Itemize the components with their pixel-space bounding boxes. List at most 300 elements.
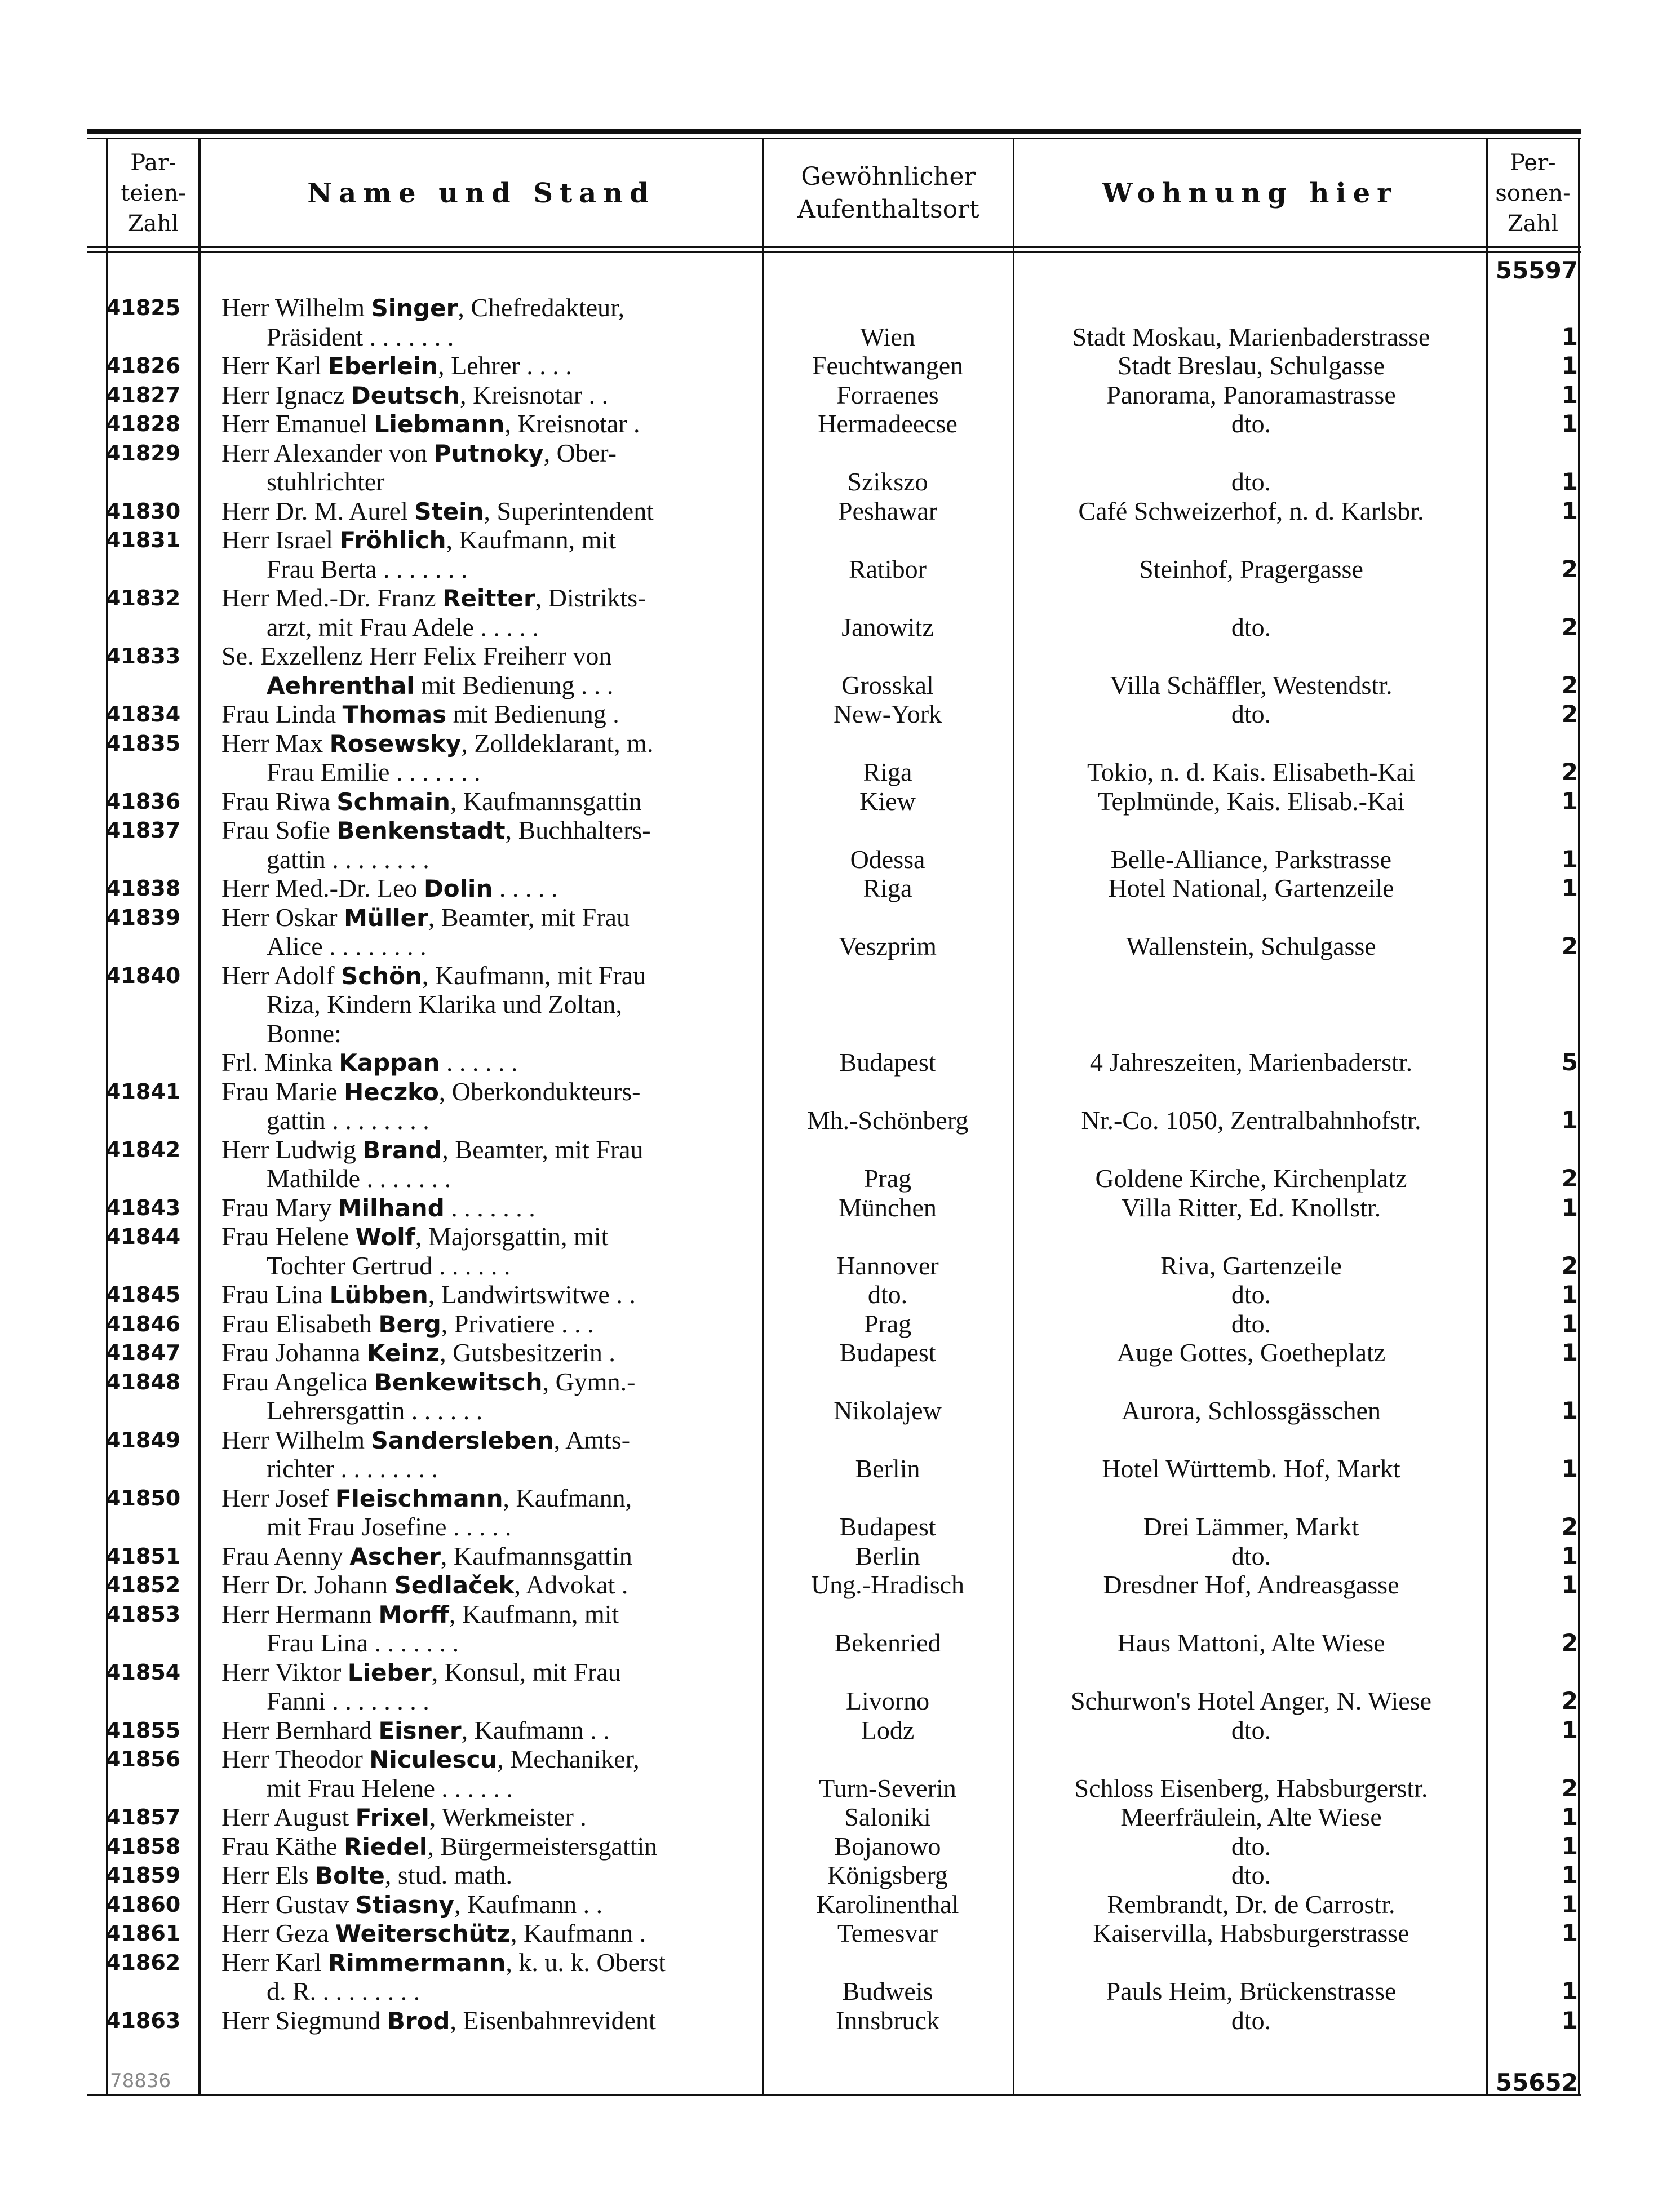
name-suffix: , Chefredakteur, — [458, 293, 625, 322]
name-prefix: Frau Marie — [221, 1077, 344, 1106]
surname: Fleischmann — [335, 1484, 503, 1512]
usual-residence: New-York — [833, 699, 942, 728]
usual-residence: Bekenried — [834, 1628, 941, 1657]
party-number: 41857 — [106, 1805, 181, 1830]
usual-residence: Ratibor — [849, 554, 927, 583]
usual-residence: Innsbruck — [836, 2005, 939, 2035]
lodging-address: dto. — [1231, 1715, 1271, 1744]
entry-line — [0, 787, 1680, 816]
surname: Benkewitsch — [374, 1368, 543, 1396]
usual-residence: Szikszo — [847, 467, 928, 496]
name-and-status — [221, 322, 757, 352]
usual-residence: Riga — [863, 874, 912, 902]
name-suffix: , Distrikts- — [535, 583, 646, 612]
usual-residence: Temesvar — [837, 1919, 938, 1947]
name-prefix: Frau Sofie — [221, 816, 337, 844]
name-and-status — [221, 1425, 757, 1455]
persons-count: 1 — [1561, 497, 1578, 525]
name-and-status — [221, 1890, 757, 1920]
surname: Wolf — [355, 1223, 415, 1251]
name-and-status — [221, 1454, 757, 1484]
entry-line — [0, 613, 1680, 642]
surname: Ascher — [349, 1542, 441, 1570]
name-and-status — [221, 1628, 757, 1658]
lodging-address: Aurora, Schlossgässchen — [1122, 1396, 1381, 1425]
name-suffix: , Kaufmann, mit — [449, 1599, 619, 1628]
name-and-status — [221, 1774, 757, 1804]
persons-count: 1 — [1561, 845, 1578, 873]
entry-line — [0, 1483, 1680, 1513]
name-and-status — [221, 1106, 757, 1136]
name-prefix: Präsident . . . . . . . — [267, 322, 454, 351]
name-and-status — [221, 1542, 757, 1571]
name-prefix: Frau Johanna — [221, 1338, 367, 1367]
party-number: 41827 — [106, 382, 181, 408]
name-prefix: d. R. . . . . . . . . — [267, 1977, 420, 2005]
name-suffix: , Majorsgattin, mit — [415, 1222, 609, 1251]
name-prefix: Herr Josef — [221, 1483, 335, 1512]
name-prefix: Herr Adolf — [221, 960, 342, 990]
persons-count: 2 — [1561, 1251, 1578, 1279]
entry-line — [0, 1890, 1680, 1919]
surname: Rosewsky — [329, 729, 462, 758]
persons-count: 1 — [1561, 1977, 1578, 2005]
name-and-status — [221, 1367, 757, 1397]
name-and-status — [221, 1019, 757, 1049]
name-and-status — [221, 2006, 757, 2036]
persons-count: 2 — [1561, 1774, 1578, 1802]
name-prefix: Herr Wilhelm — [221, 1425, 371, 1454]
entry-line — [0, 439, 1680, 468]
usual-residence: dto. — [867, 1280, 908, 1309]
name-prefix: Herr Wilhelm — [221, 293, 371, 322]
persons-count: 1 — [1561, 1397, 1578, 1424]
persons-count: 2 — [1561, 671, 1578, 699]
lodging-address: Schurwon's Hotel Anger, N. Wiese — [1071, 1686, 1431, 1715]
name-prefix: Bonne: — [267, 1018, 342, 1048]
name-prefix: Mathilde . . . . . . . — [267, 1164, 451, 1193]
name-and-status — [221, 467, 757, 497]
entry-line — [0, 641, 1680, 671]
name-suffix: , Buchhalters- — [505, 816, 651, 844]
surname: Sandersleben — [371, 1426, 554, 1454]
usual-residence: Wien — [860, 322, 915, 351]
name-suffix: , Mechaniker, — [497, 1744, 640, 1773]
party-number: 41825 — [106, 295, 181, 320]
name-suffix: , Kaufmann, mit Frau — [422, 960, 646, 990]
name-and-status — [221, 961, 757, 991]
party-number: 41843 — [106, 1195, 181, 1220]
surname: Frixel — [355, 1804, 429, 1831]
party-number: 41840 — [106, 963, 181, 988]
persons-count: 1 — [1561, 874, 1578, 902]
persons-count: 1 — [1561, 787, 1578, 815]
name-and-status — [221, 845, 757, 875]
name-and-status — [221, 1193, 757, 1223]
name-and-status — [221, 1483, 757, 1513]
name-prefix: Herr Dr. M. Aurel — [221, 496, 415, 525]
lodging-address: dto. — [1231, 1861, 1271, 1889]
entry-line — [0, 1425, 1680, 1455]
party-number: 41845 — [106, 1282, 181, 1307]
persons-count: 1 — [1561, 1716, 1578, 1744]
usual-residence: Prag — [863, 1309, 912, 1338]
name-suffix: , Ober- — [543, 438, 617, 467]
name-and-status — [221, 816, 757, 845]
entry-line — [0, 322, 1680, 352]
party-number: 41856 — [106, 1747, 181, 1772]
usual-residence: Nikolajew — [834, 1396, 942, 1425]
usual-residence: Feuchtwangen — [812, 351, 964, 380]
lodging-address: Schloss Eisenberg, Habsburgerstr. — [1074, 1773, 1428, 1803]
entry-line — [0, 1658, 1680, 1687]
name-and-status — [221, 409, 757, 439]
name-prefix: Herr Siegmund — [221, 2005, 387, 2035]
name-prefix: Herr Karl — [221, 1947, 329, 1977]
persons-count: 1 — [1561, 1571, 1578, 1598]
usual-residence: Berlin — [855, 1541, 920, 1570]
usual-residence: Forraenes — [836, 380, 939, 409]
usual-residence: Livorno — [845, 1686, 930, 1715]
name-and-status — [221, 583, 757, 613]
entry-line — [0, 583, 1680, 613]
lodging-address: Café Schweizerhof, n. d. Karlsbr. — [1078, 496, 1424, 525]
persons-count: 1 — [1561, 1309, 1578, 1338]
name-prefix: mit Frau Helene . . . . . . — [267, 1773, 513, 1803]
persons-count: 2 — [1561, 1513, 1578, 1540]
party-number: 41846 — [106, 1311, 181, 1336]
carry-out-total: 55652 — [1495, 2069, 1578, 2096]
surname: Fröhlich — [339, 526, 446, 554]
usual-residence: Königsberg — [827, 1861, 948, 1889]
persons-count: 1 — [1561, 1803, 1578, 1831]
entry-line — [0, 1280, 1680, 1309]
surname: Reitter — [442, 584, 535, 612]
name-prefix: Frau Mary — [221, 1193, 338, 1222]
name-prefix: Frau Angelica — [221, 1367, 374, 1396]
lodging-address: Villa Ritter, Ed. Knollstr. — [1121, 1193, 1381, 1222]
surname: Weiterschütz — [335, 1920, 511, 1947]
usual-residence: Janowitz — [841, 612, 934, 641]
name-prefix: Frau Riwa — [221, 786, 337, 816]
name-and-status — [221, 525, 757, 555]
name-and-status — [221, 1948, 757, 1978]
name-and-status — [221, 351, 757, 381]
surname: Lieber — [347, 1658, 432, 1686]
name-and-status — [221, 1570, 757, 1600]
persons-count: 2 — [1561, 613, 1578, 641]
name-and-status — [221, 1309, 757, 1339]
entry-line — [0, 961, 1680, 990]
name-suffix: , Amts- — [553, 1425, 631, 1454]
name-suffix: , Superintendent — [484, 496, 654, 525]
party-number: 41835 — [106, 730, 181, 756]
surname: Rimmermann — [328, 1948, 506, 1977]
party-number: 41848 — [106, 1369, 181, 1394]
entry-line — [0, 293, 1680, 322]
usual-residence: Grosskal — [841, 670, 934, 699]
entry-line — [0, 380, 1680, 410]
name-suffix: , Kaufmannsgattin — [440, 1541, 632, 1570]
entry-line — [0, 671, 1680, 700]
surname: Benkenstadt — [336, 817, 506, 844]
party-number: 41841 — [106, 1079, 181, 1104]
name-prefix: Frau Lina . . . . . . . — [267, 1628, 459, 1657]
persons-count: 1 — [1561, 1339, 1578, 1366]
party-number: 41860 — [106, 1892, 181, 1917]
lodging-address: Riva, Gartenzeile — [1160, 1251, 1342, 1280]
name-suffix: , Kaufmann . — [510, 1919, 646, 1947]
lodging-address: Stadt Moskau, Marienbaderstrasse — [1072, 322, 1430, 351]
name-and-status — [221, 729, 757, 759]
lodging-address: dto. — [1231, 612, 1271, 641]
entry-line — [0, 932, 1680, 961]
name-and-status — [221, 380, 757, 410]
name-suffix: , k. u. k. Oberst — [506, 1947, 666, 1977]
persons-count: 1 — [1561, 1832, 1578, 1860]
entry-line — [0, 699, 1680, 729]
party-number: 41837 — [106, 818, 181, 843]
name-and-status — [221, 699, 757, 729]
name-suffix: , Kreisnotar . — [504, 409, 640, 438]
name-suffix: , Kreisnotar . . — [459, 380, 609, 409]
name-suffix: . . . . . . — [440, 1048, 518, 1077]
name-suffix: mit Bedienung . . . — [414, 670, 614, 699]
surname: Keinz — [367, 1339, 440, 1367]
entry-line — [0, 1367, 1680, 1397]
entry-line — [0, 1774, 1680, 1803]
party-number: 41828 — [106, 411, 181, 436]
entry-line — [0, 1019, 1680, 1048]
surname: Stein — [414, 497, 484, 525]
name-and-status — [221, 497, 757, 526]
carry-in-total: 55597 — [1495, 256, 1578, 284]
entry-line — [0, 1600, 1680, 1629]
name-prefix: Herr Hermann — [221, 1599, 379, 1628]
party-number: 41829 — [106, 440, 181, 466]
name-prefix: Herr Gustav — [221, 1889, 356, 1919]
name-and-status — [221, 641, 757, 671]
surname: Brod — [387, 2007, 450, 2035]
party-number: 41847 — [106, 1340, 181, 1365]
footer-mark: 78836 — [110, 2070, 171, 2092]
surname: Singer — [371, 294, 458, 322]
party-number: 41855 — [106, 1717, 181, 1743]
name-prefix: mit Frau Josefine . . . . . — [267, 1512, 512, 1541]
surname: Thomas — [342, 701, 447, 728]
surname: Deutsch — [351, 381, 460, 409]
name-prefix: arzt, mit Frau Adele . . . . . — [267, 612, 539, 641]
entry-line — [0, 1135, 1680, 1164]
name-suffix: . . . . . . . — [444, 1193, 535, 1222]
party-number: 41851 — [106, 1543, 181, 1569]
persons-count: 2 — [1561, 700, 1578, 728]
persons-count: 1 — [1561, 1542, 1578, 1570]
header-lodging-here: Wohnung hier — [1102, 178, 1398, 209]
lodging-address: Tokio, n. d. Kais. Elisabeth-Kai — [1087, 758, 1415, 786]
surname: Bolte — [315, 1862, 385, 1889]
name-suffix: , Gutsbesitzerin . — [440, 1338, 615, 1367]
name-suffix: , Oberkondukteurs- — [438, 1077, 641, 1106]
name-prefix: Frau Käthe — [221, 1831, 344, 1861]
surname: Niculescu — [369, 1746, 498, 1773]
name-prefix: Riza, Kindern Klarika und Zoltan, — [267, 990, 623, 1018]
party-number: 41832 — [106, 586, 181, 610]
name-prefix: Herr Theodor — [221, 1744, 370, 1773]
usual-residence: Saloniki — [844, 1803, 931, 1831]
name-and-status — [221, 671, 757, 701]
name-prefix: Fanni . . . . . . . . — [267, 1686, 429, 1715]
party-number: 41853 — [106, 1601, 181, 1627]
lodging-address: Wallenstein, Schulgasse — [1126, 932, 1376, 960]
persons-count: 2 — [1561, 1629, 1578, 1657]
surname: Müller — [344, 904, 428, 932]
entry-line — [0, 1919, 1680, 1948]
surname: Schmain — [336, 787, 450, 816]
entry-line — [0, 1803, 1680, 1832]
top-rule-thin — [87, 138, 1581, 139]
party-number: 41833 — [106, 644, 181, 668]
usual-residence: Karolinenthal — [816, 1889, 959, 1919]
name-suffix: , Beamter, mit Frau — [428, 902, 630, 932]
lodging-address: Villa Schäffler, Westendstr. — [1110, 670, 1393, 699]
persons-count: 1 — [1561, 2006, 1578, 2034]
name-and-status — [221, 932, 757, 962]
entry-line — [0, 1309, 1680, 1339]
entry-line — [0, 1048, 1680, 1077]
lodging-address: Panorama, Panoramastrasse — [1106, 380, 1396, 409]
usual-residence: Ung.-Hradisch — [810, 1570, 965, 1599]
name-and-status — [221, 1744, 757, 1774]
header-rule-thin — [87, 251, 1581, 253]
name-suffix: , Bürgermeistersgattin — [427, 1831, 658, 1861]
persons-count: 1 — [1561, 1193, 1578, 1221]
surname: Milhand — [338, 1194, 445, 1222]
name-prefix: Herr Bernhard — [221, 1715, 379, 1744]
usual-residence: Lodz — [861, 1715, 915, 1744]
lodging-address: Belle-Alliance, Parkstrasse — [1110, 844, 1392, 874]
name-prefix: Se. Exzellenz Herr Felix Freiherr von — [221, 641, 612, 670]
name-and-status — [221, 1164, 757, 1194]
party-number: 41839 — [106, 905, 181, 930]
persons-count: 1 — [1561, 1861, 1578, 1889]
name-suffix: , Kaufmann . . — [461, 1715, 610, 1744]
lodging-address: Nr.-Co. 1050, Zentralbahnhofstr. — [1081, 1106, 1421, 1135]
name-prefix: Frau Helene — [221, 1222, 356, 1251]
usual-residence: Hannover — [836, 1251, 939, 1280]
party-number: 41863 — [106, 2008, 181, 2033]
name-prefix: Herr Karl — [221, 351, 329, 380]
name-prefix: Frau Linda — [221, 699, 343, 728]
lodging-address: Teplmünde, Kais. Elisab.-Kai — [1097, 786, 1405, 816]
name-prefix: Herr Med.-Dr. Franz — [221, 583, 443, 612]
name-prefix: Frau Lina — [221, 1280, 330, 1309]
name-suffix: , Zolldeklarant, m. — [461, 728, 654, 758]
lodging-address: Rembrandt, Dr. de Carrostr. — [1107, 1889, 1395, 1919]
party-number: 41861 — [106, 1921, 181, 1946]
name-prefix: Herr Med.-Dr. Leo — [221, 874, 424, 902]
name-and-status — [221, 613, 757, 643]
name-suffix: . . . . . — [493, 874, 558, 902]
entry-line — [0, 525, 1680, 555]
party-number: 41849 — [106, 1427, 181, 1452]
lodging-address: Steinhof, Pragergasse — [1139, 554, 1363, 583]
name-suffix: , Kaufmannsgattin — [450, 786, 642, 816]
surname: Morff — [378, 1600, 449, 1628]
name-prefix: Herr Emanuel — [221, 409, 374, 438]
name-and-status — [221, 439, 757, 468]
lodging-address: Haus Mattoni, Alte Wiese — [1117, 1628, 1385, 1657]
name-prefix: Herr Alexander von — [221, 438, 434, 467]
persons-count: 2 — [1561, 1164, 1578, 1192]
entry-line — [0, 2006, 1680, 2035]
usual-residence: Budapest — [839, 1048, 936, 1077]
lodging-address: dto. — [1231, 699, 1271, 728]
usual-residence: Turn-Severin — [819, 1773, 956, 1803]
party-number: 41834 — [106, 702, 181, 727]
party-number: 41859 — [106, 1863, 181, 1888]
header-usual-residence: Gewöhnlicher Aufenthaltsort — [797, 162, 979, 224]
lodging-address: Hotel Württemb. Hof, Markt — [1102, 1454, 1400, 1483]
surname: Heczko — [344, 1078, 439, 1106]
entry-line — [0, 497, 1680, 526]
name-prefix: Herr Els — [221, 1861, 316, 1889]
persons-count: 1 — [1561, 1890, 1578, 1918]
party-number: 41844 — [106, 1224, 181, 1249]
top-rule — [87, 129, 1581, 134]
name-and-status — [221, 1803, 757, 1832]
name-prefix: richter . . . . . . . . — [267, 1454, 438, 1483]
entry-line — [0, 758, 1680, 787]
usual-residence: Kiew — [859, 786, 916, 816]
name-suffix: , Kaufmann, mit — [446, 525, 616, 554]
surname: Sedlaček — [394, 1571, 515, 1599]
lodging-address: Drei Lämmer, Markt — [1143, 1512, 1359, 1541]
lodging-address: Pauls Heim, Brückenstrasse — [1106, 1977, 1397, 2005]
name-prefix: stuhlrichter — [267, 467, 385, 496]
entry-line — [0, 1542, 1680, 1571]
name-prefix: Herr Oskar — [221, 902, 344, 932]
name-prefix: Frl. Minka — [221, 1048, 339, 1077]
name-suffix: , Lehrer . . . . — [438, 351, 572, 380]
surname: Riedel — [344, 1832, 428, 1861]
entry-line — [0, 1948, 1680, 1977]
usual-residence: Bojanowo — [834, 1831, 941, 1861]
entry-line — [0, 1861, 1680, 1890]
usual-residence: Mh.-Schönberg — [806, 1106, 969, 1135]
name-suffix: , Landwirtswitwe . . — [428, 1280, 636, 1309]
party-number: 41836 — [106, 789, 181, 814]
name-and-status — [221, 787, 757, 817]
name-prefix: Herr Ludwig — [221, 1135, 363, 1164]
name-prefix: Frau Emilie . . . . . . . — [267, 758, 481, 786]
entry-line — [0, 1512, 1680, 1542]
name-suffix: , Gymn.- — [542, 1367, 636, 1396]
entry-line — [0, 409, 1680, 439]
party-number: 41852 — [106, 1573, 181, 1597]
surname: Liebmann — [374, 410, 505, 438]
name-and-status — [221, 1832, 757, 1862]
name-prefix: gattin . . . . . . . . — [267, 1106, 429, 1135]
surname: Kappan — [339, 1049, 440, 1077]
name-prefix: Lehrersgattin . . . . . . — [267, 1396, 483, 1425]
bottom-rule — [87, 2094, 1581, 2096]
entry-line — [0, 874, 1680, 903]
entry-line — [0, 1222, 1680, 1251]
surname: Eberlein — [328, 352, 438, 380]
entry-line — [0, 1570, 1680, 1600]
entry-line — [0, 1193, 1680, 1223]
